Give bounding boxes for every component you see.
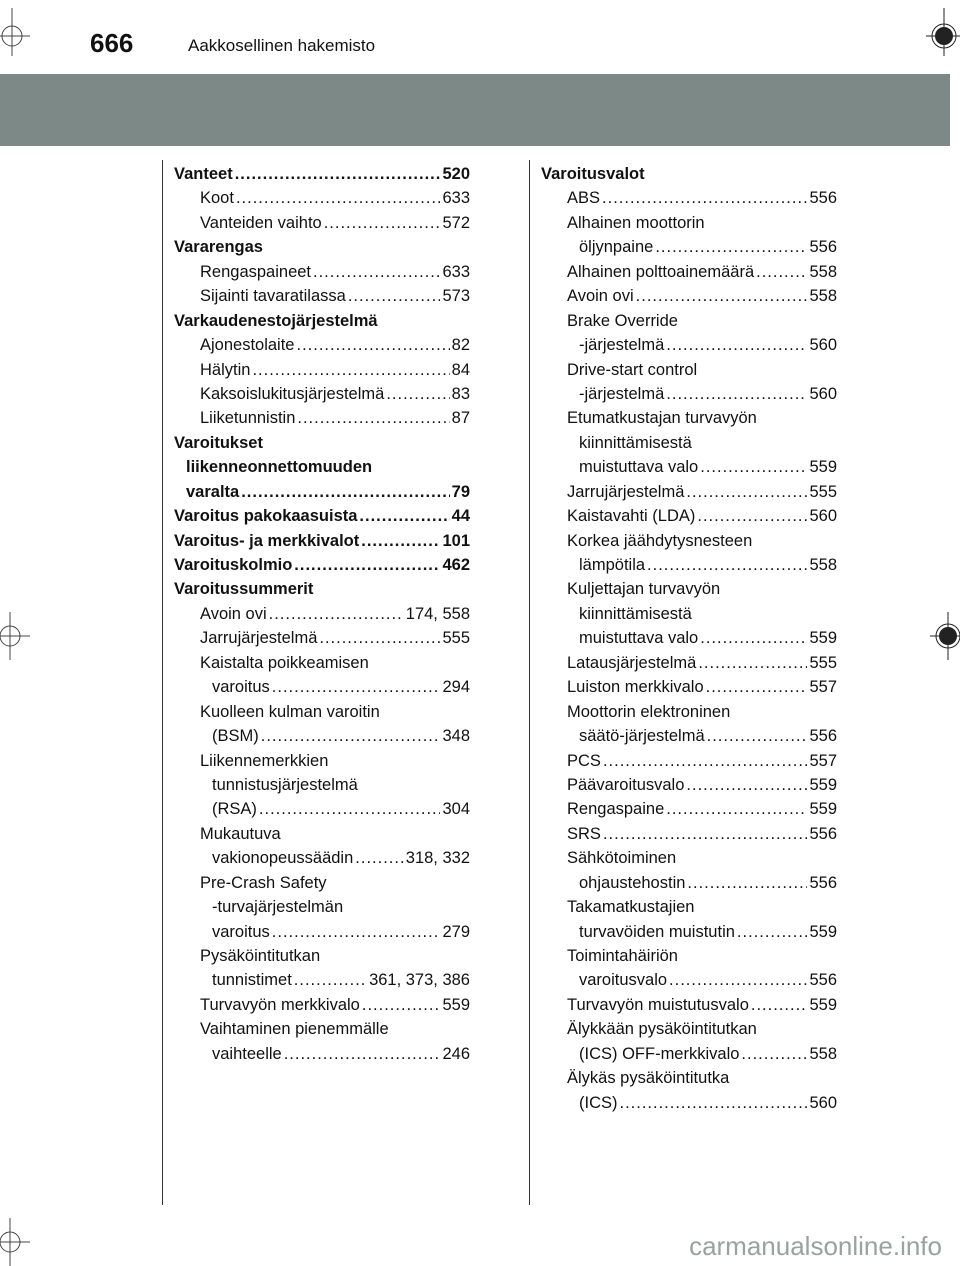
index-entry	[174, 284, 470, 308]
index-entry	[541, 626, 837, 650]
dot-leader	[751, 993, 808, 1017]
index-entry	[174, 846, 470, 870]
dot-leader	[294, 968, 367, 992]
index-entry	[541, 1017, 837, 1041]
crop-mark-bottom-left	[0, 1218, 30, 1266]
entry-page-ref: 559	[809, 995, 837, 1014]
entry-term: öljynpaine	[579, 238, 654, 257]
entry-term: liikenneonnettomuuden	[186, 458, 373, 477]
entry-term: (BSM)	[212, 727, 259, 746]
index-entry	[541, 553, 837, 577]
dot-leader	[355, 846, 403, 870]
entry-term: Turvavyön merkkivalo	[200, 995, 360, 1014]
index-entry	[174, 993, 470, 1017]
entry-page-ref: 101	[442, 531, 470, 550]
entry-page-ref: 572	[442, 213, 470, 232]
entry-term: varoitusvalo	[579, 971, 668, 990]
entry-page-ref: 559	[809, 458, 837, 477]
index-entry	[174, 480, 470, 504]
entry-term: Vanteet	[174, 165, 233, 183]
dot-leader	[259, 797, 441, 821]
entry-page-ref: 555	[809, 482, 837, 501]
index-entry	[541, 944, 837, 968]
entry-term: -järjestelmä	[579, 336, 665, 355]
index-entry	[541, 700, 837, 724]
entry-term: kiinnittämisestä	[579, 604, 692, 623]
entry-term: Pysäköintitutkan	[200, 947, 321, 965]
dot-leader	[348, 284, 441, 308]
entry-page-ref: 559	[809, 775, 837, 794]
entry-term: Varoitukset	[174, 433, 263, 452]
index-entry	[541, 186, 837, 210]
dot-leader	[284, 1042, 441, 1066]
entry-term: Korkea jäähdytysnesteen	[567, 531, 753, 550]
index-entry	[174, 358, 470, 382]
entry-page-ref: 318, 332	[405, 849, 470, 868]
index-entry	[541, 749, 837, 773]
index-entry	[174, 944, 470, 968]
entry-term: Vanteiden vaihto	[200, 213, 322, 232]
index-entry	[174, 260, 470, 284]
index-entry	[541, 235, 837, 259]
entry-page-ref: 82	[451, 336, 470, 355]
entry-term: Turvavyön muistutusvalo	[567, 995, 749, 1014]
dot-leader	[313, 260, 440, 284]
entry-term: Sijainti tavaratilassa	[200, 287, 346, 306]
entry-page-ref: 348	[442, 727, 470, 746]
entry-term: Rengaspaineet	[200, 262, 312, 281]
dot-leader	[294, 553, 440, 577]
index-entry	[174, 504, 470, 528]
dot-leader	[386, 382, 449, 406]
index-entry	[174, 920, 470, 944]
index-entry	[541, 1091, 837, 1115]
dot-leader	[666, 797, 807, 821]
index-entry	[541, 358, 837, 382]
entry-term: Avoin ovi	[200, 604, 267, 623]
index-entry	[541, 211, 837, 235]
index-entry	[174, 749, 470, 773]
index-entry	[541, 382, 837, 406]
dot-leader	[252, 358, 449, 382]
entry-term: Takamatkustajien	[567, 898, 695, 917]
entry-page-ref: 556	[809, 971, 837, 990]
entry-term: muistuttava valo	[579, 629, 699, 648]
index-entry	[541, 455, 837, 479]
crop-mark-mid-right	[930, 612, 960, 660]
entry-page-ref: 83	[451, 384, 470, 403]
left-rule	[162, 160, 163, 1205]
entry-term: -turvajärjestelmän	[212, 898, 344, 917]
index-entry	[541, 724, 837, 748]
index-entry	[541, 675, 837, 699]
entry-term: säätö-järjestelmä	[579, 727, 705, 746]
index-entry	[174, 211, 470, 235]
entry-term: vaihteelle	[212, 1044, 282, 1063]
index-entry	[174, 626, 470, 650]
entry-page-ref: 556	[809, 873, 837, 892]
index-entry	[541, 797, 837, 821]
index-entry	[174, 431, 470, 455]
entry-term: Älykkään pysäköintitutkan	[567, 1020, 757, 1039]
entry-term: Hälytin	[200, 360, 251, 379]
index-entry	[174, 333, 470, 357]
center-rule	[529, 160, 530, 1205]
dot-leader	[647, 553, 807, 577]
entry-term: varalta	[186, 482, 240, 501]
entry-term: Sähkötoiminen	[567, 849, 677, 868]
index-entry	[174, 309, 470, 333]
entry-term: Kuljettajan turvavyön	[567, 580, 721, 599]
dot-leader	[319, 626, 440, 650]
entry-term: Rengaspaine	[567, 800, 665, 819]
entry-term: Älykäs pysäköintitutka	[567, 1069, 730, 1088]
entry-term: muistuttava valo	[579, 458, 699, 477]
dot-leader	[261, 724, 441, 748]
entry-page-ref: 557	[809, 751, 837, 770]
entry-page-ref: 560	[809, 507, 837, 526]
dot-leader	[687, 871, 807, 895]
index-entry	[174, 235, 470, 259]
index-entry	[541, 504, 837, 528]
entry-term: Moottorin elektroninen	[567, 702, 731, 721]
index-entry	[541, 431, 837, 455]
entry-term: turvavöiden muistutin	[579, 922, 735, 941]
dot-leader	[272, 675, 441, 699]
index-column-right	[541, 162, 837, 1115]
index-entry	[541, 871, 837, 895]
dot-leader	[602, 186, 807, 210]
dot-leader	[700, 455, 807, 479]
entry-term: varoitus	[212, 678, 270, 697]
index-entry	[174, 406, 470, 430]
entry-page-ref: 84	[451, 360, 470, 379]
entry-term: tunnistusjärjestelmä	[212, 775, 358, 794]
entry-term: Varoitus- ja merkkivalot	[174, 531, 360, 550]
entry-term: varoitus	[212, 922, 270, 941]
dot-leader	[698, 651, 807, 675]
entry-page-ref: 556	[809, 727, 837, 746]
index-entry	[541, 773, 837, 797]
entry-page-ref: 361, 373, 386	[369, 971, 470, 990]
index-entry	[541, 1066, 837, 1090]
index-entry	[541, 920, 837, 944]
index-entry	[541, 333, 837, 357]
entry-term: Kaksoislukitusjärjestelmä	[200, 384, 385, 403]
entry-term: (ICS)	[579, 1093, 618, 1112]
dot-leader	[296, 333, 449, 357]
entry-term: Alhainen polttoainemäärä	[567, 262, 755, 281]
index-entry	[174, 968, 470, 992]
dot-leader	[707, 724, 808, 748]
page-title: Aakkosellinen hakemisto	[188, 36, 376, 55]
entry-page-ref: 558	[809, 1044, 837, 1063]
entry-page-ref: 462	[442, 556, 470, 574]
entry-term: Toimintahäiriön	[567, 947, 678, 965]
dot-leader	[666, 382, 807, 406]
entry-term: PCS	[567, 751, 601, 770]
entry-page-ref: 279	[442, 922, 470, 941]
entry-term: Kuolleen kulman varoitin	[200, 702, 380, 721]
entry-term: Vararengas	[174, 238, 263, 257]
entry-page-ref: 558	[809, 262, 837, 281]
entry-page-ref: 79	[451, 482, 470, 501]
dot-leader	[603, 822, 808, 846]
entry-page-ref: 555	[809, 653, 837, 672]
index-entry	[541, 260, 837, 284]
entry-page-ref: 294	[442, 678, 470, 697]
dot-leader	[359, 504, 449, 528]
entry-page-ref: 633	[442, 189, 470, 208]
entry-term: Luiston merkkivalo	[567, 678, 704, 697]
entry-term: vakionopeussäädin	[212, 849, 354, 868]
index-entry	[174, 602, 470, 626]
dot-leader	[235, 162, 441, 186]
entry-term: Jarrujärjestelmä	[567, 482, 685, 501]
dot-leader	[737, 920, 808, 944]
entry-term: lämpötila	[579, 556, 646, 574]
index-entry	[174, 724, 470, 748]
dot-leader	[700, 626, 807, 650]
entry-term: Mukautuva	[200, 824, 281, 843]
crop-mark-top-left	[0, 8, 30, 56]
entry-term: ABS	[567, 189, 601, 208]
entry-term: Varoitusvalot	[541, 165, 645, 183]
dot-leader	[706, 675, 808, 699]
index-entry	[174, 186, 470, 210]
dot-leader	[361, 529, 440, 553]
entry-term: Drive-start control	[567, 360, 698, 379]
dot-leader	[636, 284, 808, 308]
index-entry	[174, 553, 470, 577]
dot-leader	[756, 260, 807, 284]
watermark: carmanualsonline.info	[689, 1231, 942, 1261]
entry-page-ref: 559	[809, 922, 837, 941]
index-entry	[541, 529, 837, 553]
entry-page-ref: 246	[442, 1044, 470, 1063]
entry-page-ref: 558	[809, 556, 837, 574]
entry-term: Kaistavahti (LDA)	[567, 507, 696, 526]
entry-page-ref: 556	[809, 824, 837, 843]
index-entry	[541, 993, 837, 1017]
dot-leader	[666, 333, 807, 357]
index-entry	[174, 1017, 470, 1041]
dot-leader	[669, 968, 807, 992]
entry-term: Varoitussummerit	[174, 580, 314, 599]
entry-page-ref: 44	[451, 507, 470, 526]
index-entry	[174, 577, 470, 601]
index-entry	[541, 577, 837, 601]
index-entry	[174, 797, 470, 821]
entry-term: Avoin ovi	[567, 287, 634, 306]
entry-term: Kaistalta poikkeamisen	[200, 653, 369, 672]
index-entry	[541, 822, 837, 846]
dot-leader	[241, 480, 449, 504]
index-entry	[174, 773, 470, 797]
entry-page-ref: 304	[442, 800, 470, 819]
entry-term: (ICS) OFF-merkkivalo	[579, 1044, 740, 1063]
entry-page-ref: 555	[442, 629, 470, 648]
index-entry	[174, 822, 470, 846]
page-number: 666	[90, 28, 134, 58]
index-entry	[174, 162, 470, 186]
entry-page-ref: 520	[442, 165, 470, 183]
entry-page-ref: 556	[809, 189, 837, 208]
index-entry	[174, 382, 470, 406]
entry-term: ohjaustehostin	[579, 873, 686, 892]
index-entry	[541, 480, 837, 504]
entry-page-ref: 560	[809, 384, 837, 403]
entry-term: Pre-Crash Safety	[200, 873, 327, 892]
index-entry	[541, 602, 837, 626]
dot-leader	[324, 211, 441, 235]
dot-leader	[620, 1091, 808, 1115]
dot-leader	[686, 480, 807, 504]
entry-term: kiinnittämisestä	[579, 433, 692, 452]
entry-term: Brake Override	[567, 311, 678, 330]
dot-leader	[741, 1042, 807, 1066]
dot-leader	[603, 749, 808, 773]
index-entry	[174, 651, 470, 675]
entry-page-ref: 559	[442, 995, 470, 1014]
entry-term: Alhainen moottorin	[567, 213, 705, 232]
entry-page-ref: 174, 558	[405, 604, 470, 623]
index-entry	[541, 968, 837, 992]
entry-term: Ajonestolaite	[200, 336, 295, 355]
index-entry	[174, 529, 470, 553]
index-entry	[541, 284, 837, 308]
dot-leader	[686, 773, 807, 797]
entry-page-ref: 558	[809, 287, 837, 306]
index-entry	[174, 700, 470, 724]
entry-term: Varoituskolmio	[174, 556, 293, 574]
index-entry	[174, 455, 470, 479]
dot-leader	[697, 504, 807, 528]
entry-term: Koot	[200, 189, 234, 208]
entry-page-ref: 87	[451, 409, 470, 428]
entry-term: -järjestelmä	[579, 384, 665, 403]
dot-leader	[272, 920, 441, 944]
index-column-left	[174, 162, 470, 1066]
entry-term: Latausjärjestelmä	[567, 653, 697, 672]
entry-term: Liikennemerkkien	[200, 751, 329, 770]
index-entry	[541, 895, 837, 919]
header-band	[0, 74, 950, 146]
index-entry	[541, 406, 837, 430]
crop-mark-mid-left	[0, 612, 30, 660]
dot-leader	[297, 406, 449, 430]
index-entry	[541, 651, 837, 675]
entry-page-ref: 560	[809, 1093, 837, 1112]
entry-page-ref: 557	[809, 678, 837, 697]
entry-page-ref: 560	[809, 336, 837, 355]
index-entry	[174, 871, 470, 895]
entry-page-ref: 556	[809, 238, 837, 257]
dot-leader	[655, 235, 807, 259]
entry-term: SRS	[567, 824, 601, 843]
index-entry	[541, 846, 837, 870]
entry-page-ref: 633	[442, 262, 470, 281]
index-entry	[541, 162, 837, 186]
index-entry	[541, 309, 837, 333]
index-entry	[174, 895, 470, 919]
entry-term: Päävaroitusvalo	[567, 775, 685, 794]
crop-mark-top-right	[926, 8, 960, 56]
entry-term: Varkaudenestojärjestelmä	[174, 311, 378, 330]
dot-leader	[362, 993, 441, 1017]
entry-term: (RSA)	[212, 800, 257, 819]
entry-term: Varoitus pakokaasuista	[174, 507, 358, 526]
index-entry	[541, 1042, 837, 1066]
entry-term: Jarrujärjestelmä	[200, 629, 318, 648]
index-entry	[174, 1042, 470, 1066]
entry-term: Vaihtaminen pienemmälle	[200, 1020, 389, 1039]
entry-page-ref: 573	[442, 287, 470, 306]
entry-term: tunnistimet	[212, 971, 292, 990]
entry-page-ref: 559	[809, 800, 837, 819]
index-entry	[174, 675, 470, 699]
dot-leader	[269, 602, 404, 626]
dot-leader	[236, 186, 441, 210]
entry-term: Liiketunnistin	[200, 409, 296, 428]
entry-page-ref: 559	[809, 629, 837, 648]
entry-term: Etumatkustajan turvavyön	[567, 409, 757, 428]
